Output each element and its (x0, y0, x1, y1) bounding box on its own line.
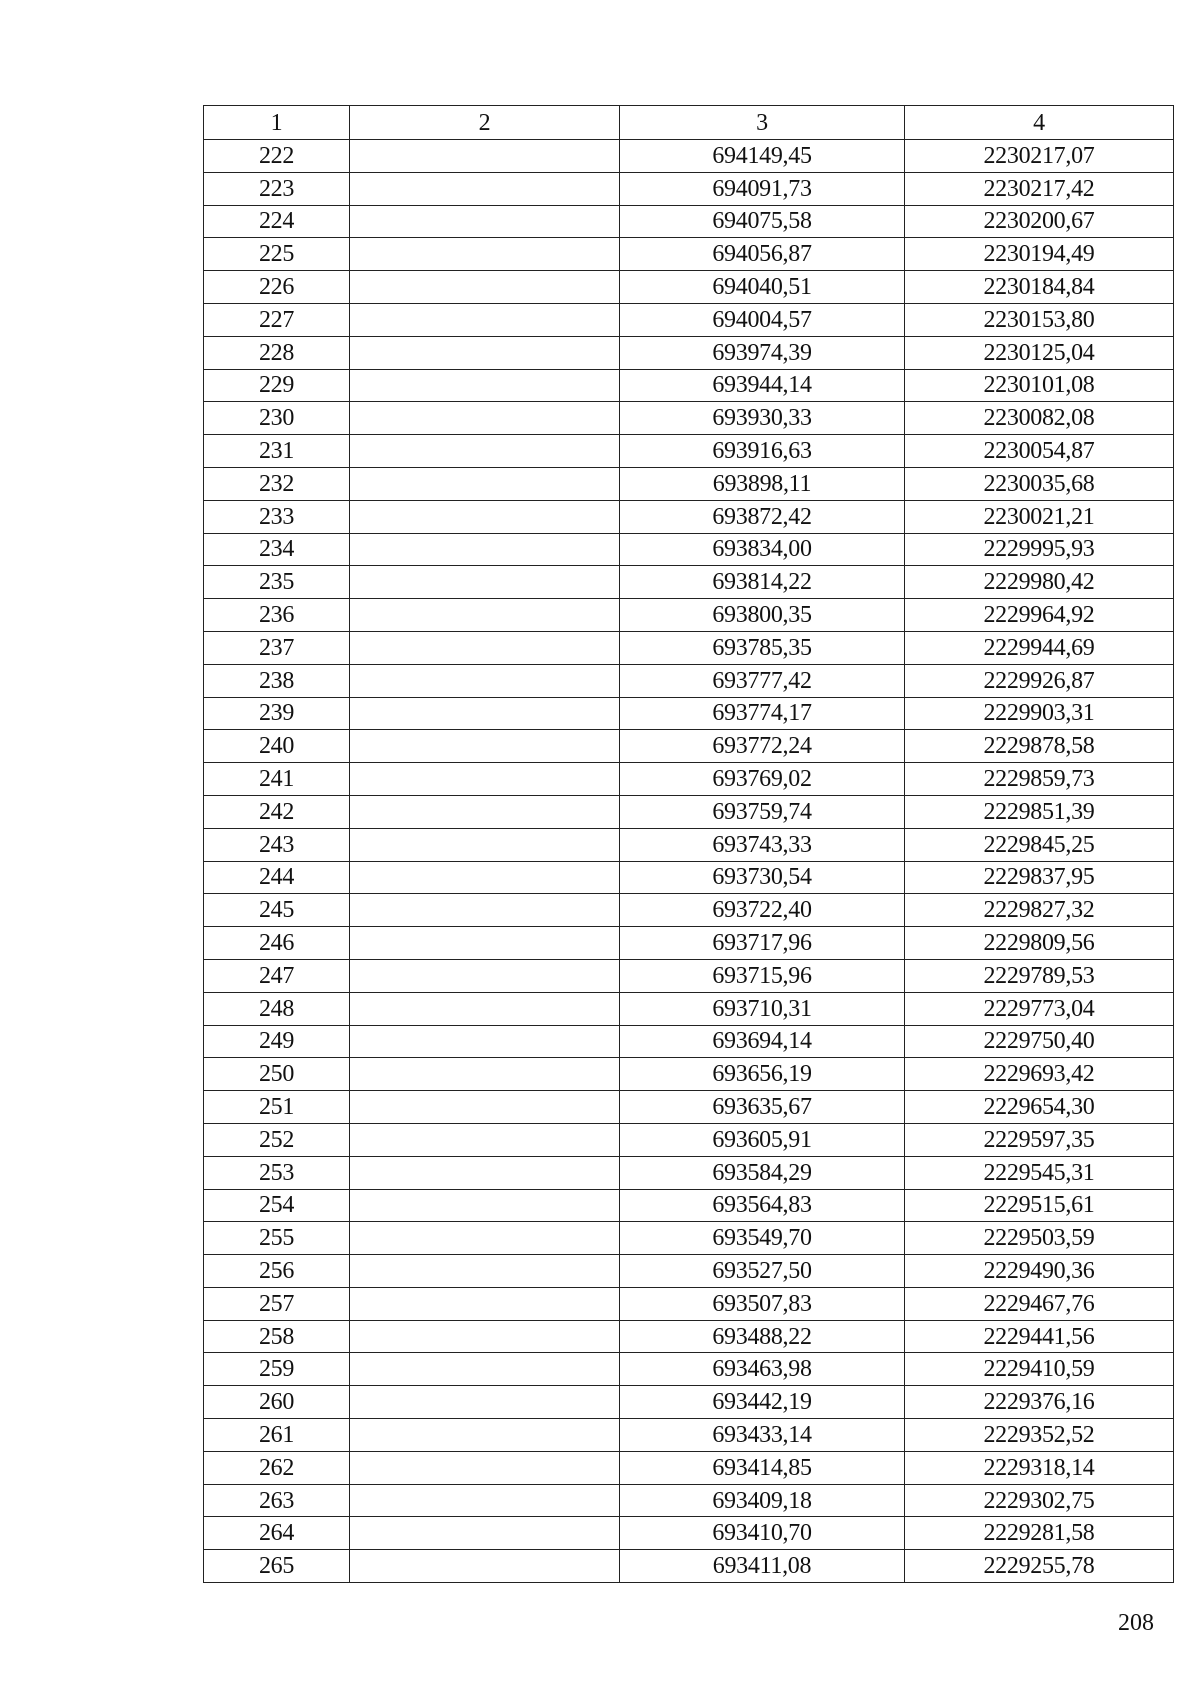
empty-cell (350, 435, 620, 468)
y-coordinate-cell: 2229545,31 (905, 1156, 1174, 1189)
point-number-cell: 246 (204, 927, 350, 960)
table-row (204, 730, 1174, 763)
table-row (204, 1451, 1174, 1484)
y-coordinate-cell: 2229302,75 (905, 1484, 1174, 1517)
table-row (204, 631, 1174, 664)
y-coordinate-cell: 2230125,04 (905, 336, 1174, 369)
table-row (204, 1156, 1174, 1189)
table-row (204, 992, 1174, 1025)
x-coordinate-cell: 694091,73 (620, 172, 905, 205)
table-row (204, 172, 1174, 205)
point-number-cell: 223 (204, 172, 350, 205)
column-header-3: 3 (620, 106, 905, 140)
y-coordinate-cell: 2230217,42 (905, 172, 1174, 205)
x-coordinate-cell: 694040,51 (620, 271, 905, 304)
table-row (204, 828, 1174, 861)
table-row (204, 1025, 1174, 1058)
x-coordinate-cell: 693769,02 (620, 763, 905, 796)
empty-cell (350, 1550, 620, 1583)
point-number-cell: 231 (204, 435, 350, 468)
column-header-4: 4 (905, 106, 1174, 140)
x-coordinate-cell: 693710,31 (620, 992, 905, 1025)
y-coordinate-cell: 2229693,42 (905, 1058, 1174, 1091)
empty-cell (350, 336, 620, 369)
table-row (204, 500, 1174, 533)
point-number-cell: 254 (204, 1189, 350, 1222)
point-number-cell: 226 (204, 271, 350, 304)
point-number-cell: 239 (204, 697, 350, 730)
x-coordinate-cell: 693785,35 (620, 631, 905, 664)
y-coordinate-cell: 2230200,67 (905, 205, 1174, 238)
empty-cell (350, 992, 620, 1025)
y-coordinate-cell: 2229467,76 (905, 1287, 1174, 1320)
empty-cell (350, 894, 620, 927)
x-coordinate-cell: 693414,85 (620, 1451, 905, 1484)
y-coordinate-cell: 2229845,25 (905, 828, 1174, 861)
empty-cell (350, 599, 620, 632)
table-row (204, 1353, 1174, 1386)
point-number-cell: 238 (204, 664, 350, 697)
y-coordinate-cell: 2229441,56 (905, 1320, 1174, 1353)
point-number-cell: 265 (204, 1550, 350, 1583)
table-row (204, 140, 1174, 173)
point-number-cell: 234 (204, 533, 350, 566)
table-row (204, 1517, 1174, 1550)
empty-cell (350, 1123, 620, 1156)
empty-cell (350, 828, 620, 861)
empty-cell (350, 1255, 620, 1288)
y-coordinate-cell: 2229490,36 (905, 1255, 1174, 1288)
empty-cell (350, 500, 620, 533)
y-coordinate-cell: 2230035,68 (905, 467, 1174, 500)
table-row (204, 205, 1174, 238)
table-row (204, 1123, 1174, 1156)
empty-cell (350, 1189, 620, 1222)
empty-cell (350, 1419, 620, 1452)
empty-cell (350, 1287, 620, 1320)
empty-cell (350, 1386, 620, 1419)
empty-cell (350, 172, 620, 205)
point-number-cell: 249 (204, 1025, 350, 1058)
x-coordinate-cell: 693433,14 (620, 1419, 905, 1452)
y-coordinate-cell: 2229281,58 (905, 1517, 1174, 1550)
point-number-cell: 241 (204, 763, 350, 796)
x-coordinate-cell: 694149,45 (620, 140, 905, 173)
x-coordinate-cell: 694004,57 (620, 303, 905, 336)
x-coordinate-cell: 693916,63 (620, 435, 905, 468)
empty-cell (350, 369, 620, 402)
empty-cell (350, 467, 620, 500)
y-coordinate-cell: 2230194,49 (905, 238, 1174, 271)
empty-cell (350, 1025, 620, 1058)
x-coordinate-cell: 693898,11 (620, 467, 905, 500)
x-coordinate-cell: 693944,14 (620, 369, 905, 402)
point-number-cell: 258 (204, 1320, 350, 1353)
table-row (204, 894, 1174, 927)
x-coordinate-cell: 693635,67 (620, 1091, 905, 1124)
x-coordinate-cell: 693715,96 (620, 959, 905, 992)
empty-cell (350, 795, 620, 828)
y-coordinate-cell: 2229503,59 (905, 1222, 1174, 1255)
y-coordinate-cell: 2229318,14 (905, 1451, 1174, 1484)
empty-cell (350, 533, 620, 566)
empty-cell (350, 205, 620, 238)
point-number-cell: 229 (204, 369, 350, 402)
x-coordinate-cell: 693774,17 (620, 697, 905, 730)
table-row (204, 303, 1174, 336)
point-number-cell: 228 (204, 336, 350, 369)
y-coordinate-cell: 2229809,56 (905, 927, 1174, 960)
y-coordinate-cell: 2229376,16 (905, 1386, 1174, 1419)
table-row (204, 1287, 1174, 1320)
x-coordinate-cell: 693777,42 (620, 664, 905, 697)
x-coordinate-cell: 694075,58 (620, 205, 905, 238)
point-number-cell: 240 (204, 730, 350, 763)
column-header-1: 1 (204, 106, 350, 140)
table-row (204, 1058, 1174, 1091)
x-coordinate-cell: 693605,91 (620, 1123, 905, 1156)
point-number-cell: 233 (204, 500, 350, 533)
point-number-cell: 236 (204, 599, 350, 632)
empty-cell (350, 927, 620, 960)
table-row (204, 336, 1174, 369)
empty-cell (350, 631, 620, 664)
x-coordinate-cell: 693527,50 (620, 1255, 905, 1288)
x-coordinate-cell: 693872,42 (620, 500, 905, 533)
empty-cell (350, 1517, 620, 1550)
point-number-cell: 237 (204, 631, 350, 664)
empty-cell (350, 959, 620, 992)
table-row (204, 1189, 1174, 1222)
y-coordinate-cell: 2229352,52 (905, 1419, 1174, 1452)
empty-cell (350, 303, 620, 336)
x-coordinate-cell: 693656,19 (620, 1058, 905, 1091)
point-number-cell: 260 (204, 1386, 350, 1419)
table-row (204, 861, 1174, 894)
empty-cell (350, 697, 620, 730)
point-number-cell: 253 (204, 1156, 350, 1189)
table-row (204, 664, 1174, 697)
point-number-cell: 245 (204, 894, 350, 927)
x-coordinate-cell: 693974,39 (620, 336, 905, 369)
table-row (204, 1484, 1174, 1517)
x-coordinate-cell: 693411,08 (620, 1550, 905, 1583)
y-coordinate-cell: 2229515,61 (905, 1189, 1174, 1222)
point-number-cell: 242 (204, 795, 350, 828)
empty-cell (350, 1156, 620, 1189)
y-coordinate-cell: 2229926,87 (905, 664, 1174, 697)
table-row (204, 271, 1174, 304)
y-coordinate-cell: 2229827,32 (905, 894, 1174, 927)
x-coordinate-cell: 693694,14 (620, 1025, 905, 1058)
x-coordinate-cell: 693814,22 (620, 566, 905, 599)
x-coordinate-cell: 693730,54 (620, 861, 905, 894)
empty-cell (350, 763, 620, 796)
x-coordinate-cell: 693507,83 (620, 1287, 905, 1320)
x-coordinate-cell: 694056,87 (620, 238, 905, 271)
x-coordinate-cell: 693584,29 (620, 1156, 905, 1189)
y-coordinate-cell: 2229410,59 (905, 1353, 1174, 1386)
point-number-cell: 255 (204, 1222, 350, 1255)
y-coordinate-cell: 2230101,08 (905, 369, 1174, 402)
table-row (204, 238, 1174, 271)
point-number-cell: 227 (204, 303, 350, 336)
y-coordinate-cell: 2229903,31 (905, 697, 1174, 730)
x-coordinate-cell: 693564,83 (620, 1189, 905, 1222)
table-row (204, 369, 1174, 402)
point-number-cell: 222 (204, 140, 350, 173)
y-coordinate-cell: 2229597,35 (905, 1123, 1174, 1156)
x-coordinate-cell: 693759,74 (620, 795, 905, 828)
x-coordinate-cell: 693772,24 (620, 730, 905, 763)
empty-cell (350, 140, 620, 173)
table-row (204, 763, 1174, 796)
table-row (204, 533, 1174, 566)
point-number-cell: 247 (204, 959, 350, 992)
y-coordinate-cell: 2229837,95 (905, 861, 1174, 894)
table-row (204, 1222, 1174, 1255)
y-coordinate-cell: 2230217,07 (905, 140, 1174, 173)
empty-cell (350, 1484, 620, 1517)
table-row (204, 599, 1174, 632)
coordinates-table (203, 105, 1174, 1583)
empty-cell (350, 861, 620, 894)
x-coordinate-cell: 693463,98 (620, 1353, 905, 1386)
x-coordinate-cell: 693442,19 (620, 1386, 905, 1419)
point-number-cell: 243 (204, 828, 350, 861)
point-number-cell: 225 (204, 238, 350, 271)
empty-cell (350, 1222, 620, 1255)
y-coordinate-cell: 2229255,78 (905, 1550, 1174, 1583)
table-body (204, 140, 1174, 1583)
point-number-cell: 232 (204, 467, 350, 500)
point-number-cell: 257 (204, 1287, 350, 1320)
table-row (204, 1386, 1174, 1419)
point-number-cell: 252 (204, 1123, 350, 1156)
point-number-cell: 261 (204, 1419, 350, 1452)
empty-cell (350, 730, 620, 763)
x-coordinate-cell: 693743,33 (620, 828, 905, 861)
table-row (204, 402, 1174, 435)
point-number-cell: 259 (204, 1353, 350, 1386)
table-row (204, 435, 1174, 468)
x-coordinate-cell: 693930,33 (620, 402, 905, 435)
y-coordinate-cell: 2229789,53 (905, 959, 1174, 992)
empty-cell (350, 238, 620, 271)
point-number-cell: 264 (204, 1517, 350, 1550)
table-row (204, 795, 1174, 828)
y-coordinate-cell: 2230082,08 (905, 402, 1174, 435)
x-coordinate-cell: 693722,40 (620, 894, 905, 927)
table-row (204, 1550, 1174, 1583)
table-row (204, 1091, 1174, 1124)
y-coordinate-cell: 2229859,73 (905, 763, 1174, 796)
empty-cell (350, 1058, 620, 1091)
y-coordinate-cell: 2229964,92 (905, 599, 1174, 632)
point-number-cell: 235 (204, 566, 350, 599)
y-coordinate-cell: 2230054,87 (905, 435, 1174, 468)
table-row (204, 959, 1174, 992)
table-row (204, 697, 1174, 730)
y-coordinate-cell: 2229944,69 (905, 631, 1174, 664)
empty-cell (350, 664, 620, 697)
empty-cell (350, 402, 620, 435)
empty-cell (350, 1451, 620, 1484)
column-header-2: 2 (350, 106, 620, 140)
point-number-cell: 262 (204, 1451, 350, 1484)
y-coordinate-cell: 2229750,40 (905, 1025, 1174, 1058)
table-row (204, 927, 1174, 960)
point-number-cell: 244 (204, 861, 350, 894)
x-coordinate-cell: 693409,18 (620, 1484, 905, 1517)
empty-cell (350, 1353, 620, 1386)
x-coordinate-cell: 693410,70 (620, 1517, 905, 1550)
y-coordinate-cell: 2229878,58 (905, 730, 1174, 763)
empty-cell (350, 1091, 620, 1124)
empty-cell (350, 271, 620, 304)
point-number-cell: 248 (204, 992, 350, 1025)
table-row (204, 566, 1174, 599)
y-coordinate-cell: 2229773,04 (905, 992, 1174, 1025)
y-coordinate-cell: 2230153,80 (905, 303, 1174, 336)
y-coordinate-cell: 2229851,39 (905, 795, 1174, 828)
x-coordinate-cell: 693800,35 (620, 599, 905, 632)
point-number-cell: 263 (204, 1484, 350, 1517)
page-number: 208 (1118, 1610, 1154, 1636)
point-number-cell: 250 (204, 1058, 350, 1091)
point-number-cell: 230 (204, 402, 350, 435)
table-row (204, 467, 1174, 500)
point-number-cell: 256 (204, 1255, 350, 1288)
empty-cell (350, 566, 620, 599)
y-coordinate-cell: 2230021,21 (905, 500, 1174, 533)
y-coordinate-cell: 2229995,93 (905, 533, 1174, 566)
table-row (204, 1255, 1174, 1288)
x-coordinate-cell: 693834,00 (620, 533, 905, 566)
table-row (204, 1419, 1174, 1452)
y-coordinate-cell: 2229654,30 (905, 1091, 1174, 1124)
header-row (204, 106, 1174, 140)
table-row (204, 1320, 1174, 1353)
x-coordinate-cell: 693717,96 (620, 927, 905, 960)
point-number-cell: 224 (204, 205, 350, 238)
y-coordinate-cell: 2230184,84 (905, 271, 1174, 304)
x-coordinate-cell: 693549,70 (620, 1222, 905, 1255)
y-coordinate-cell: 2229980,42 (905, 566, 1174, 599)
empty-cell (350, 1320, 620, 1353)
x-coordinate-cell: 693488,22 (620, 1320, 905, 1353)
point-number-cell: 251 (204, 1091, 350, 1124)
